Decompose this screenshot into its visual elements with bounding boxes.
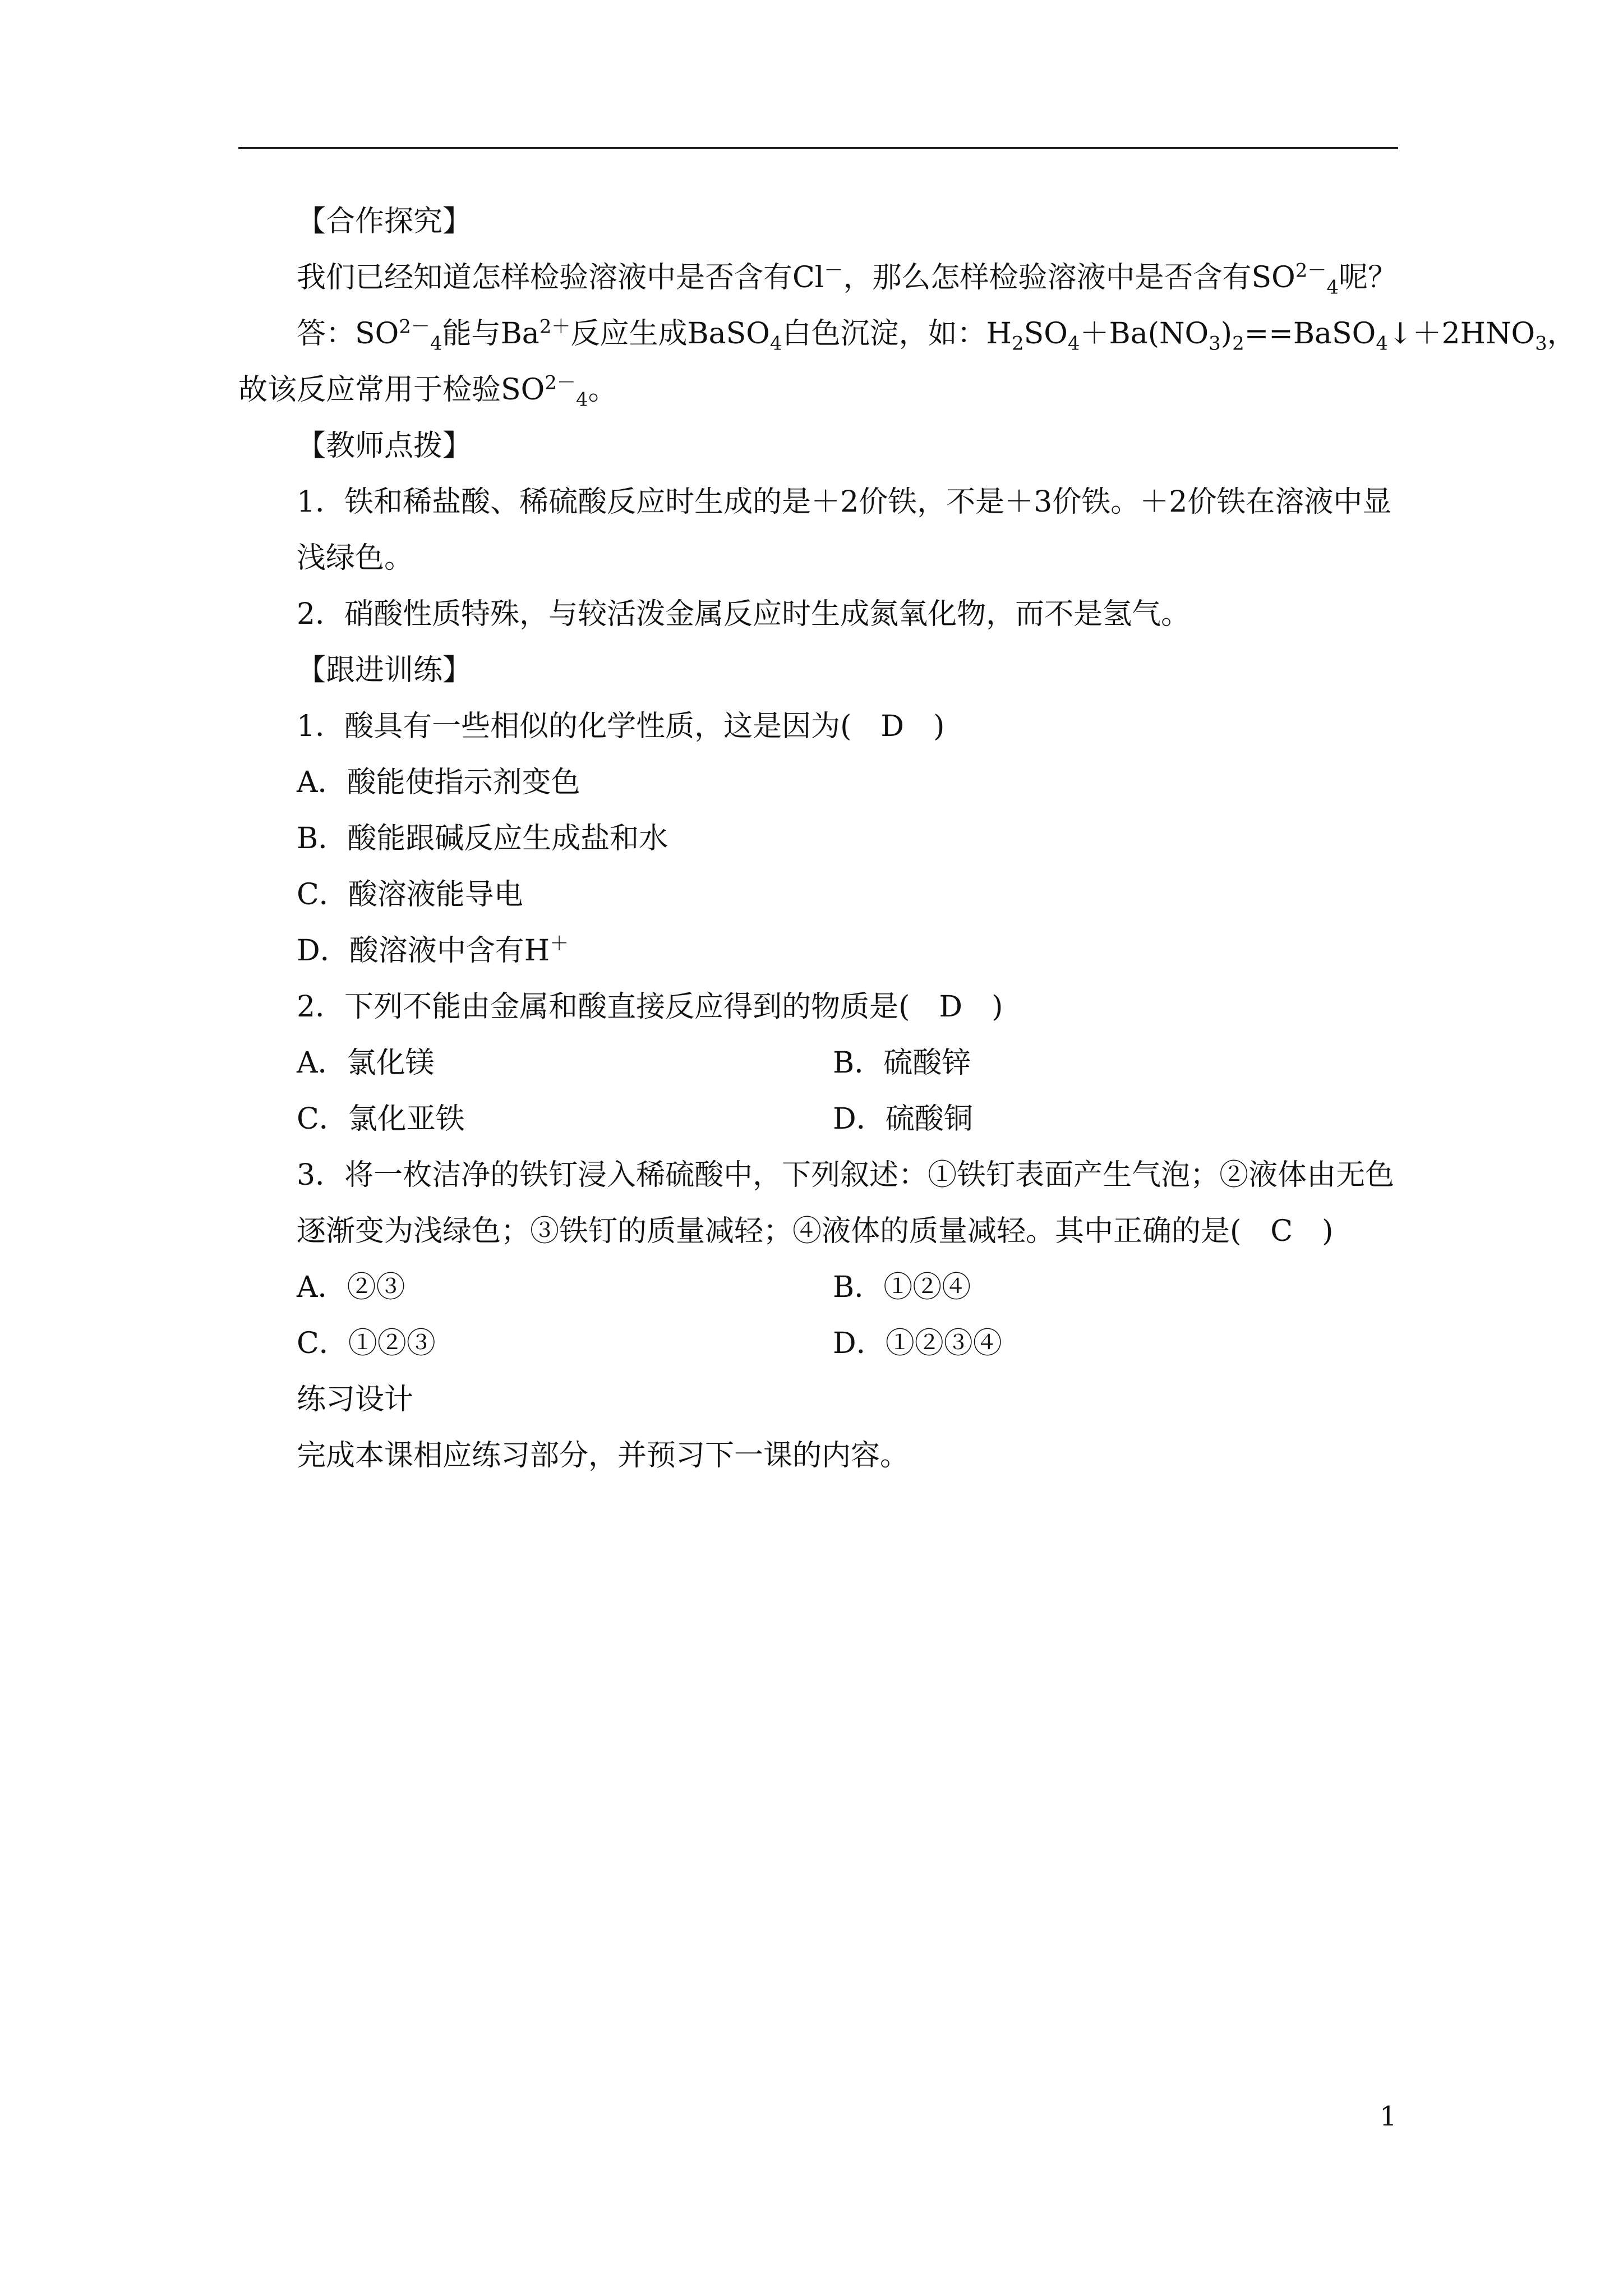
section-heading-practice: 【跟进训练】 <box>297 654 472 687</box>
question-1-option-b: B．酸能跟碱反应生成盐和水 <box>297 822 668 855</box>
question-2: 2．下列不能由金属和酸直接反应得到的物质是( D ) <box>297 990 1003 1024</box>
header-rule <box>238 147 1398 149</box>
question-3-option-c: C．①②③ <box>297 1327 436 1360</box>
question-1-option-c: C．酸溶液能导电 <box>297 878 523 912</box>
question-3-option-d: D．①②③④ <box>833 1327 1002 1360</box>
page-number: 1 <box>1380 2101 1397 2132</box>
question-3-options-row-2 <box>238 1315 1398 1372</box>
coop-answer-continued: 故该反应常用于检验$SO^{2-}_4$。 <box>238 371 617 411</box>
chemical-equation: $H_2SO_4+Ba(NO_3)_2==BaSO_4↓+2HNO_3$， <box>986 317 1576 355</box>
question-3-option-b: B．①②④ <box>833 1271 971 1304</box>
question-3-option-a: A．②③ <box>297 1271 405 1304</box>
section-heading-teacher: 【教师点拨】 <box>297 429 472 463</box>
question-1: 1．酸具有一些相似的化学性质，这是因为( D ) <box>297 710 945 743</box>
question-2-option-c: C．氯化亚铁 <box>297 1102 465 1136</box>
section-heading-coop: 【合作探究】 <box>297 205 472 238</box>
teacher-point-2: 2．硝酸性质特殊，与较活泼金属反应时生成氮氧化物，而不是氢气。 <box>297 597 1191 631</box>
question-1-option-d: D．酸溶液中含有H＋ <box>297 932 569 968</box>
question-2-option-d: D．硫酸铜 <box>833 1102 973 1136</box>
coop-answer: 答：$SO^{2-}_4$能与$Ba^{2+}$反应生成BaSO$_4$白色沉淀，如：$H_2SO_4+Ba(NO_3)_2==BaSO_4↓+2HNO_3$， <box>297 315 1576 355</box>
question-2-options-row-2 <box>238 1091 1398 1147</box>
question-2-option-a: A．氯化镁 <box>297 1046 435 1080</box>
question-3: 3．将一枚洁净的铁钉浸入稀硫酸中，下列叙述：①铁钉表面产生气泡；②液体由无色逐渐变为浅绿色；③铁钉的质量减轻；④液体的质量减轻。其中正确的是( C ) <box>297 1158 1395 1248</box>
page-body <box>238 194 1576 1484</box>
section-heading-design: 练习设计 <box>297 1383 414 1416</box>
teacher-point-1: 1．铁和稀盐酸、稀硫酸反应时生成的是＋2价铁，不是＋3价铁。＋2价铁在溶液中显浅绿色。 <box>297 485 1392 575</box>
coop-question: 我们已经知道怎样检验溶液中是否含有Cl－，那么怎样检验溶液中是否含有$SO^{2-}_4$呢？ <box>297 259 1398 299</box>
design-text: 完成本课相应练习部分，并预习下一课的内容。 <box>297 1439 910 1473</box>
question-2-options-row-1 <box>238 1035 1398 1091</box>
question-3-options-row-1 <box>238 1259 1398 1315</box>
question-2-option-b: B．硫酸锌 <box>833 1046 971 1080</box>
question-1-option-a: A．酸能使指示剂变色 <box>297 766 580 799</box>
